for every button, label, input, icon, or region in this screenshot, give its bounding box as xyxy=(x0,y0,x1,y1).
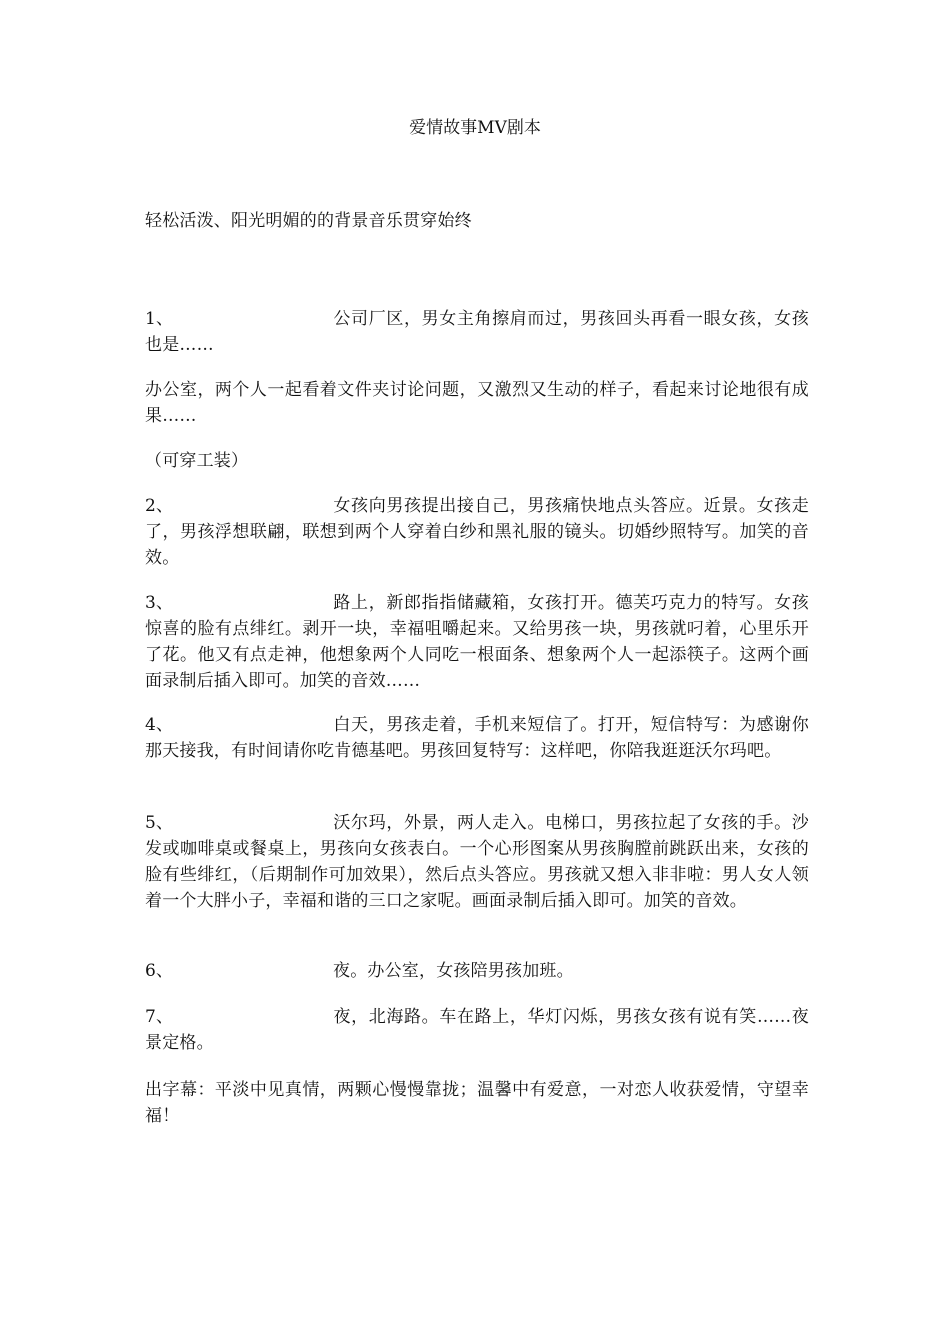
scene-7 xyxy=(145,1004,809,1056)
intro-paragraph: 轻松活泼、阳光明媚的的背景音乐贯穿始终 xyxy=(145,211,472,231)
scene-5 xyxy=(145,810,809,914)
scene-4-text: 白天，男孩走着，手机来短信了。打开，短信特写：为感谢你那天接我，有时间请你吃肯德基吧。男孩回复特写：这样吧，你陪我逛逛沃尔玛吧。 xyxy=(145,715,809,761)
scene-1-text: 公司厂区，男女主角擦肩而过，男孩回头再看一眼女孩，女孩也是…… xyxy=(145,309,809,355)
office-note-paragraph: 办公室，两个人一起看着文件夹讨论问题，又激烈又生动的样子，看起来讨论地很有成果…… xyxy=(145,380,809,426)
scene-6-text: 夜。办公室，女孩陪男孩加班。 xyxy=(333,961,574,981)
scene-3-number: 3、 xyxy=(145,593,174,613)
scene-2 xyxy=(145,493,809,571)
costume-note-paragraph: （可穿工装） xyxy=(145,451,249,471)
scene-4-number: 4、 xyxy=(145,715,174,735)
scene-1-number: 1、 xyxy=(145,309,174,329)
scene-1 xyxy=(145,306,809,358)
scene-2-text: 女孩向男孩提出接自己，男孩痛快地点头答应。近景。女孩走了，男孩浮想联翩，联想到两个人穿着白纱和黑礼服的镜头。切婚纱照特写。加笑的音效。 xyxy=(145,496,809,568)
caption-paragraph: 出字幕：平淡中见真情，两颗心慢慢靠拢；温馨中有爱意，一对恋人收获爱情，守望幸福！ xyxy=(145,1080,809,1126)
document-title: 爱情故事MV剧本 xyxy=(409,118,541,138)
scene-3 xyxy=(145,590,809,694)
scene-7-number: 7、 xyxy=(145,1007,174,1027)
scene-5-number: 5、 xyxy=(145,813,174,833)
scene-2-number: 2、 xyxy=(145,496,174,516)
scene-6-number: 6、 xyxy=(145,961,174,981)
scene-3-text: 路上，新郎指指储藏箱，女孩打开。德芙巧克力的特写。女孩惊喜的脸有点绯红。剥开一块，幸福咀嚼起来。又给男孩一块，男孩就叼着，心里乐开了花。他又有点走神，他想象两个人同吃一根面条、想象两个人一起添筷子。这两个画面录制后插入即可。加笑的音效…… xyxy=(145,593,809,691)
scene-4 xyxy=(145,712,809,764)
scene-5-text: 沃尔玛，外景，两人走入。电梯口，男孩拉起了女孩的手。沙发或咖啡桌或餐桌上，男孩向女孩表白。一个心形图案从男孩胸膛前跳跃出来，女孩的脸有些绯红，（后期制作可加效果），然后点头答应。男孩就又想入非非啦：男人女人领着一个大胖小子，幸福和谐的三口之家呢。画面录制后插入即可。加笑的音效。 xyxy=(145,813,809,911)
scene-6 xyxy=(145,958,809,984)
scene-7-text: 夜，北海路。车在路上，华灯闪烁，男孩女孩有说有笑……夜景定格。 xyxy=(145,1007,809,1053)
